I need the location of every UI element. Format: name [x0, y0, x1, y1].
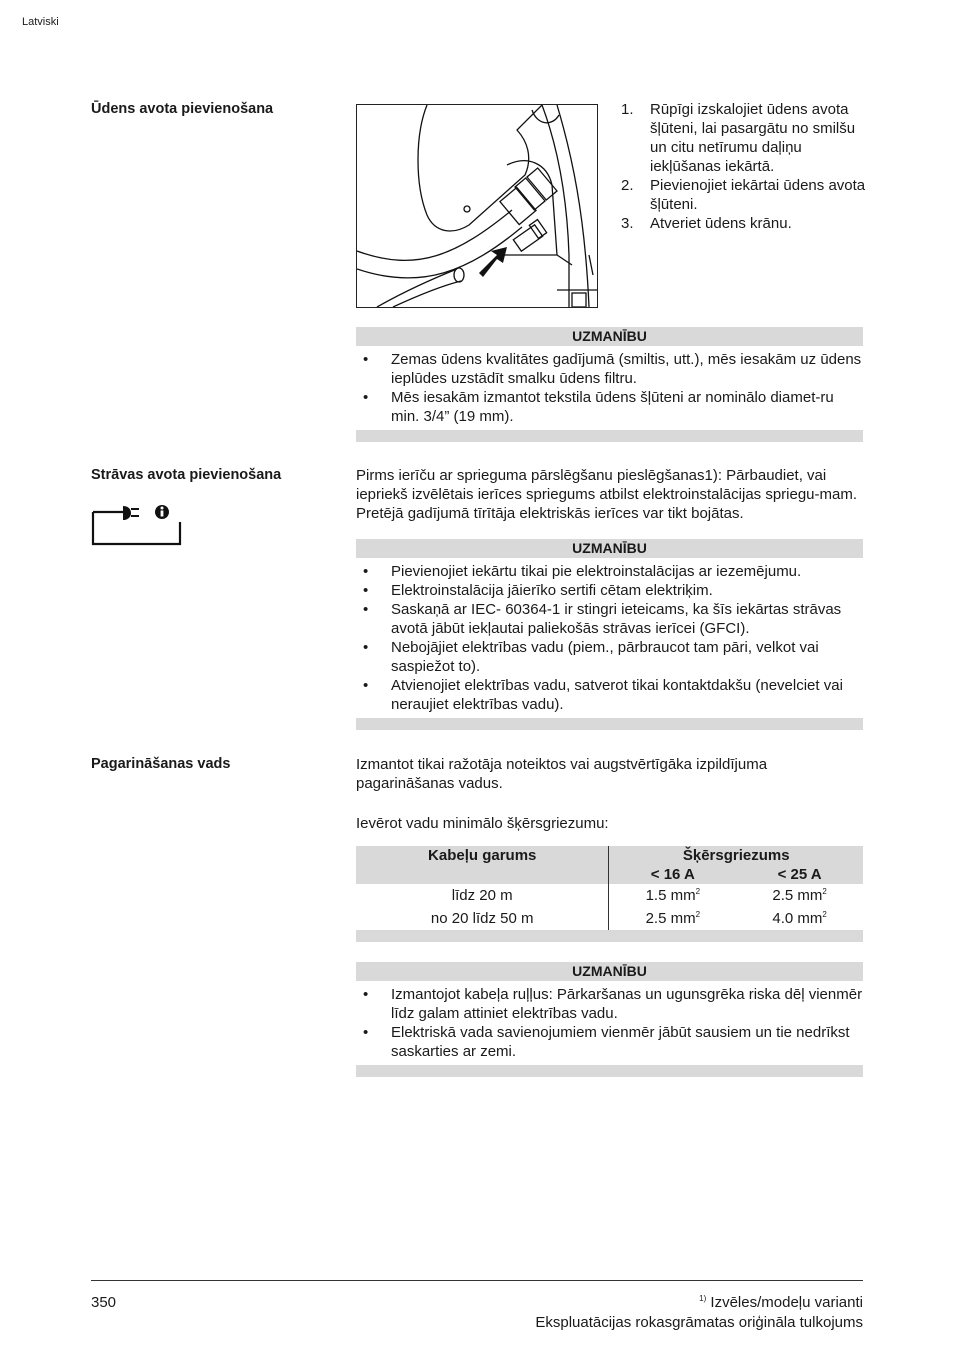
caution-item: • Elektriskā vada savienojumiem vienmēr jābūt sausiem un tie nedrīkst saskarties ar zemi. [356, 1023, 863, 1061]
caution-item: • Saskaņā ar IEC- 60364-1 ir stingri ieteicams, ka šīs iekārtas strāvas avotā jābūt iekļautai paliekošās strāvas ierīcei (GFCI). [356, 600, 863, 638]
sub-header-16a: < 16 A [609, 865, 736, 884]
plug-info-icon [91, 502, 183, 548]
table-end-bar [356, 930, 863, 942]
value-cell: 4.0 $mm^2$ [772, 910, 827, 927]
length-cell: no 20 līdz 50 m [356, 907, 609, 930]
caution-item: • Pievienojiet iekārtu tikai pie elektroinstalācijas ar iezemējumu. [356, 562, 863, 581]
caution-item: • Mēs iesakām izmantot tekstila ūdens šļūteni ar nominālo diamet-ru min. 3/4” (19 mm). [356, 388, 863, 426]
language-label: Latviski [22, 16, 59, 28]
caution-item: • Atvienojiet elektrības vadu, satverot tikai kontaktdakšu (nevelciet vai neraujiet elektrības vadu). [356, 676, 863, 714]
caution-end-bar [356, 430, 863, 442]
col-header-length: Kabeļu garums [356, 846, 609, 884]
water-heading: Ūdens avota pievienošana [91, 101, 274, 117]
value-cell: 1.5 $mm^2$ [645, 887, 701, 904]
step-item: 1. Rūpīgi izskalojiet ūdens avota šļūteni, lai pasargātu no smilšu un citu netīrumu daļiņu iekļūšanas iekārtā. [621, 101, 856, 175]
sub-header-25a: < 25 A [736, 865, 863, 884]
caution-title: UZMANĪBU [356, 327, 863, 346]
caution-title: UZMANĪBU [356, 962, 863, 981]
caution-end-bar [356, 718, 863, 730]
footnote: $^{1)}$ Izvēles/modeļu varianti [699, 1294, 863, 1311]
footer-rule [91, 1280, 863, 1281]
step-item: 2. Pievienojiet iekārtai ūdens avota šļūteni. [621, 177, 866, 213]
page-number: 350 [91, 1294, 117, 1311]
extension-caution-box [356, 962, 863, 1077]
length-cell: līdz 20 m [356, 884, 609, 907]
caution-end-bar [356, 1065, 863, 1077]
cross-section-table [356, 846, 863, 930]
col-header-cross-section: Šķērsgriezums [609, 846, 863, 865]
caution-item: • Nebojājiet elektrības vadu (piem., pārbraucot tam pāri, velkot vai saspiežot to). [356, 638, 863, 676]
extension-heading: Pagarināšanas vads [91, 756, 231, 772]
power-paragraph: Pirms ierīču ar sprieguma pārslēgšanu pieslēgšanas1): Pārbaudiet, vai iepriekš izvēlētais ierīces spriegums atbilst elektroinstalācijas spriegu-mam. Pretējā gadījumā tīrītāja elektriskās ierīces var tikt bojātas. [356, 467, 858, 522]
extension-paragraph-1: Izmantot tikai ražotāja noteiktos vai augstvērtīgāka izpildījuma pagarināšanas vadus. [356, 756, 768, 792]
hose-connection-drawing [357, 105, 597, 307]
extension-paragraph-2: Ievērot vadu minimālo šķērsgriezumu: [356, 815, 609, 832]
caution-item: • Elektroinstalācija jāierīko sertifi cētam elektriķim. [356, 581, 863, 600]
caution-item: • Izmantojot kabeļa ruļļus: Pārkaršanas un ugunsgrēka riska dēļ vienmēr līdz galam attiniet elektrības vadu. [356, 985, 863, 1023]
table-row [356, 907, 863, 930]
power-caution-box [356, 539, 863, 730]
value-cell: 2.5 $mm^2$ [645, 910, 701, 927]
step-item: 3. Atveriet ūdens krānu. [621, 215, 792, 232]
water-caution-box [356, 327, 863, 442]
caution-item: • Zemas ūdens kvalitātes gadījumā (smiltis, utt.), mēs iesakām uz ūdens ieplūdes uzstādīt smalku ūdens filtru. [356, 350, 863, 388]
power-heading: Strāvas avota pievienošana [91, 467, 282, 483]
water-inlet-illustration [356, 104, 598, 308]
table-row [356, 884, 863, 907]
footer-subtitle: Ekspluatācijas rokasgrāmatas oriģināla tulkojums [535, 1314, 863, 1331]
caution-title: UZMANĪBU [356, 539, 863, 558]
value-cell: 2.5 $mm^2$ [772, 887, 827, 904]
water-steps [621, 100, 866, 233]
